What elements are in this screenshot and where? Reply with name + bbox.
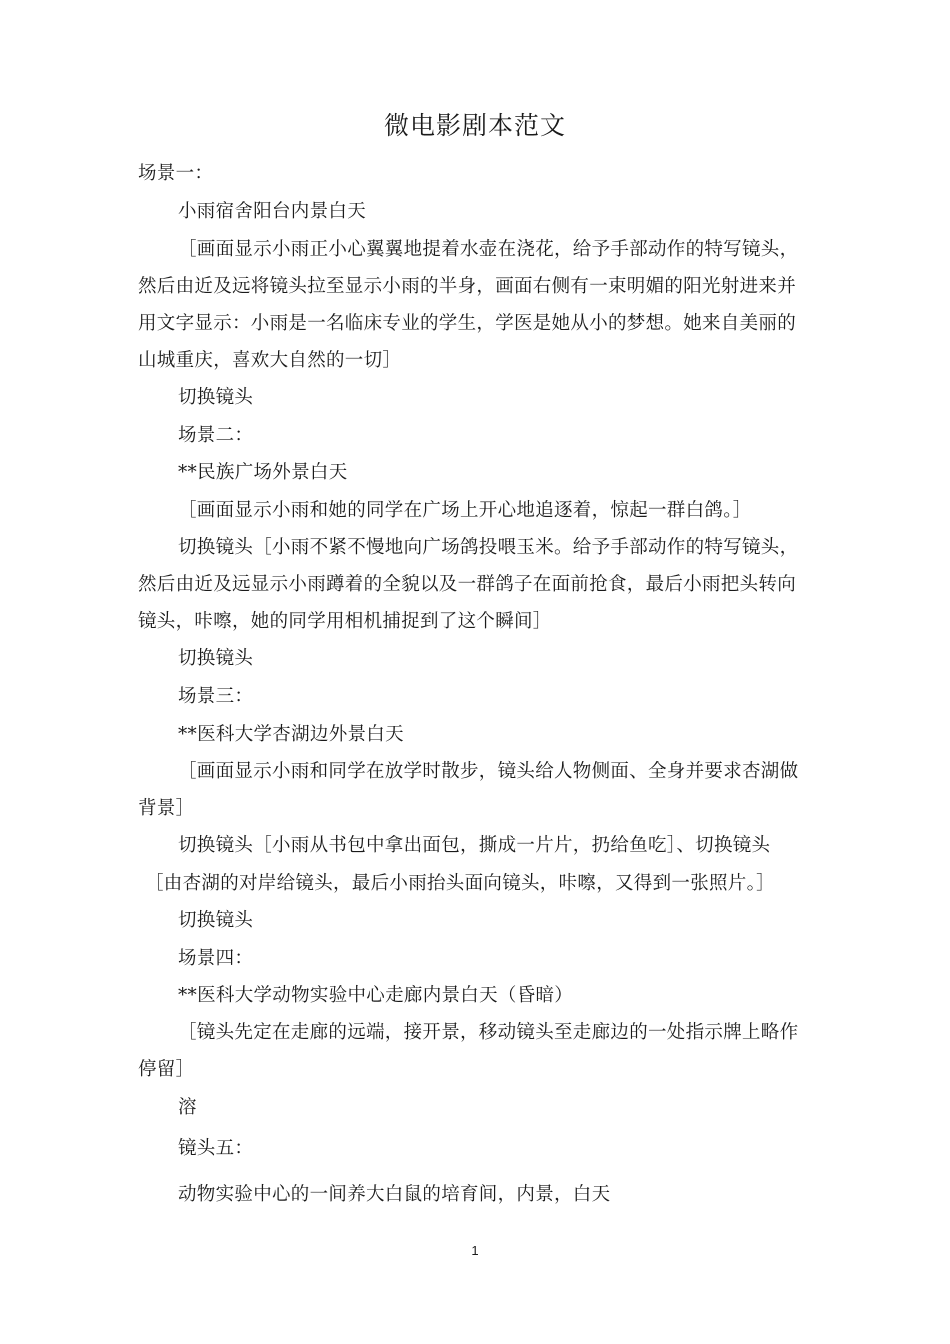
paragraph-line: 用文字显示：小雨是一名临床专业的学生，学医是她从小的梦想。她来自美丽的 [138, 313, 797, 334]
scene-heading: 场景四： [178, 948, 254, 969]
scene-heading: 场景三： [178, 686, 254, 707]
paragraph-line: ［镜头先定在走廊的远端，接开景，移动镜头至走廊边的一处指示牌上略作 [178, 1022, 799, 1043]
paragraph-line: 切换镜头［小雨不紧不慢地向广场鸽投喂玉米。给予手部动作的特写镜头， [178, 537, 799, 558]
paragraph-line: ［画面显示小雨和她的同学在广场上开心地追逐着，惊起一群白鸽。］ [178, 500, 752, 521]
scene-heading: 场景二： [178, 425, 254, 446]
scene-location: **医科大学动物实验中心走廊内景白天（昏暗） [178, 985, 574, 1006]
paragraph-line: 山城重庆，喜欢大自然的一切］ [138, 350, 402, 371]
scene-heading: 镜头五： [178, 1138, 254, 1159]
transition-line: 切换镜头 [178, 648, 254, 669]
scene-location: **民族广场外景白天 [178, 462, 348, 483]
scene-heading: 场景一： [138, 163, 214, 184]
transition-line: 切换镜头 [178, 910, 254, 931]
paragraph-line: 然后由近及远显示小雨蹲着的全貌以及一群鸽子在面前抢食，最后小雨把头转向 [138, 574, 797, 595]
page-number: 1 [471, 1243, 479, 1258]
paragraph-line: ［由杏湖的对岸给镜头，最后小雨抬头面向镜头，咔嚓，又得到一张照片。］ [145, 873, 775, 894]
paragraph-line: ［画面显示小雨正小心翼翼地提着水壶在浇花，给予手部动作的特写镜头， [178, 239, 799, 260]
paragraph-line: 镜头，咔嚓，她的同学用相机捕捉到了这个瞬间］ [138, 611, 552, 632]
scene-location: 小雨宿舍阳台内景白天 [178, 201, 367, 222]
document-title: 微电影剧本范文 [383, 111, 566, 140]
paragraph-line: 背景］ [138, 798, 195, 819]
paragraph-line: 切换镜头［小雨从书包中拿出面包，撕成一片片，扔给鱼吃］、切换镜头 [178, 835, 771, 856]
paragraph-line: 停留］ [138, 1059, 195, 1080]
paragraph-line: 然后由近及远将镜头拉至显示小雨的半身，画面右侧有一束明媚的阳光射进来并 [138, 276, 797, 297]
transition-line: 溶 [178, 1097, 197, 1118]
scene-location: **医科大学杏湖边外景白天 [178, 724, 404, 745]
transition-line: 切换镜头 [178, 387, 254, 408]
paragraph-line: ［画面显示小雨和同学在放学时散步，镜头给人物侧面、全身并要求杏湖做 [178, 761, 799, 782]
paragraph-line: 动物实验中心的一间养大白鼠的培育间，内景，白天 [178, 1184, 611, 1205]
